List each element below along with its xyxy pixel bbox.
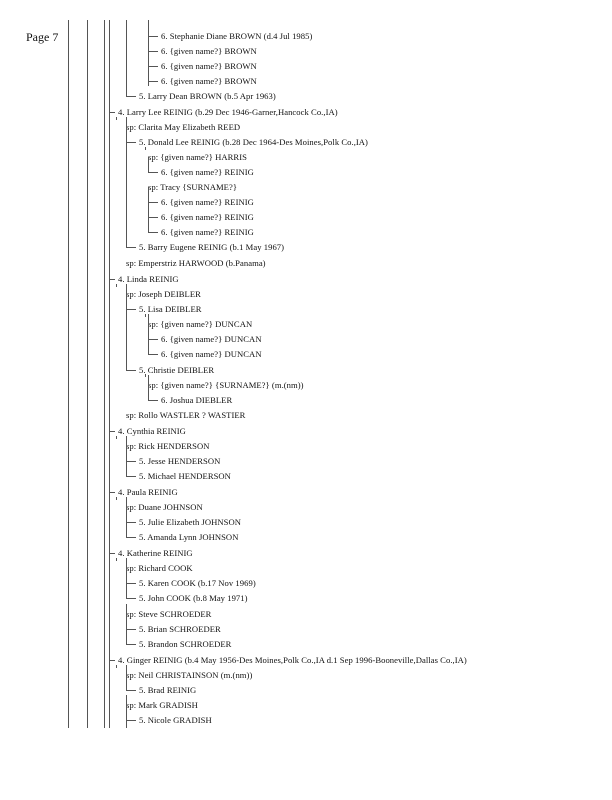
tree-entry: 4. Ginger REINIG (b.4 May 1956-Des Moines,Polk Co.,IA d.1 Sep 1996-Booneville,Dallas Co.,IA) (118, 655, 467, 665)
tree-connector (126, 690, 136, 691)
tree-entry: 5. Amanda Lynn JOHNSON (139, 532, 239, 542)
tree-connector (126, 142, 136, 143)
tree-entry: 5. Karen COOK (b.17 Nov 1969) (139, 578, 256, 588)
tree-connector (126, 370, 136, 371)
tree-entry: 5. Brian SCHROEDER (139, 624, 221, 634)
tree-entry: sp: Rick HENDERSON (126, 441, 210, 451)
tree-connector (126, 309, 136, 310)
tree-branch-line (126, 436, 127, 476)
tree-connector (126, 629, 136, 630)
tree-entry: 6. {given name?} BROWN (161, 46, 257, 56)
tree-entry: sp: Richard COOK (126, 563, 193, 573)
tree-connector (148, 217, 158, 218)
tree-entry: 5. Donald Lee REINIG (b.28 Dec 1964-Des Moines,Polk Co.,IA) (139, 137, 368, 147)
tree-connector (148, 172, 158, 173)
tree-entry: 6. {given name?} REINIG (161, 212, 254, 222)
tree-connector (126, 583, 136, 584)
tree-entry: 5. Larry Dean BROWN (b.5 Apr 1963) (139, 91, 276, 101)
tree-entry: 4. Katherine REINIG (118, 548, 193, 558)
tree-entry: sp: Joseph DEIBLER (126, 289, 201, 299)
tree-entry: sp: Neil CHRISTAINSON (m.(nm)) (126, 670, 253, 680)
tree-branch-line (126, 20, 127, 96)
tree-tick (116, 497, 117, 500)
tree-branch-line (126, 558, 127, 598)
tree-connector (148, 354, 158, 355)
tree-entry: 6. {given name?} BROWN (161, 76, 257, 86)
tree-connector (148, 66, 158, 67)
tree-tick (116, 558, 117, 561)
tree-entry: sp: Duane JOHNSON (126, 502, 203, 512)
tree-branch-line (148, 375, 149, 400)
tree-connector (126, 720, 136, 721)
tree-tick (145, 374, 146, 377)
tree-entry: 4. Cynthia REINIG (118, 426, 186, 436)
tree-entry: 5. Brad REINIG (139, 685, 197, 695)
tree-branch-line (148, 187, 149, 232)
tree-branch-line (126, 284, 127, 370)
tree-branch-line (126, 604, 127, 644)
tree-entry: sp: Mark GRADISH (126, 700, 198, 710)
tree-connector (148, 400, 158, 401)
tree-connector (126, 461, 136, 462)
tree-entry: 4. Paula REINIG (118, 487, 178, 497)
tree-entry: 4. Larry Lee REINIG (b.29 Dec 1946-Garner,Hancock Co.,IA) (118, 107, 338, 117)
tree-entry: sp: Clarita May Elizabeth REED (126, 122, 241, 132)
tree-entry: 6. Stephanie Diane BROWN (d.4 Jul 1985) (161, 31, 313, 41)
tree-connector (126, 522, 136, 523)
tree-connector (148, 36, 158, 37)
tree-entry: 6. Joshua DIEBLER (161, 395, 233, 405)
tree-entry: 5. Barry Eugene REINIG (b.1 May 1967) (139, 242, 285, 252)
tree-entry: 6. {given name?} REINIG (161, 227, 254, 237)
tree-connector (148, 339, 158, 340)
tree-entry: 5. Michael HENDERSON (139, 471, 231, 481)
tree-entry: sp: {given name?} {SURNAME?} (m.(nm)) (148, 380, 304, 390)
tree-branch-line (126, 117, 127, 247)
tree-entry: sp: {given name?} HARRIS (148, 152, 247, 162)
tree-guide-line (109, 20, 110, 102)
tree-connector (148, 51, 158, 52)
tree-branch-line (126, 695, 127, 728)
tree-branch-line (148, 20, 149, 86)
tree-connector (126, 476, 136, 477)
tree-connector (126, 644, 136, 645)
tree-connector (148, 232, 158, 233)
tree-branch-line (126, 665, 127, 690)
tree-connector (126, 598, 136, 599)
tree-entry: 5. Brandon SCHROEDER (139, 639, 232, 649)
tree-entry: 5. Nicole GRADISH (139, 715, 212, 725)
tree-entry: sp: {given name?} DUNCAN (148, 319, 253, 329)
tree-branch-line (148, 314, 149, 354)
tree-entry: 5. Jesse HENDERSON (139, 456, 221, 466)
tree-tick (145, 314, 146, 317)
tree-entry: 5. Christie DEIBLER (139, 365, 215, 375)
page-number-label: Page 7 (26, 30, 59, 44)
tree-tick (116, 284, 117, 287)
tree-entry: 6. {given name?} BROWN (161, 61, 257, 71)
tree-tick (116, 665, 117, 668)
tree-entry: sp: Steve SCHROEDER (126, 609, 212, 619)
tree-entry: sp: Tracy {SURNAME?} (148, 182, 237, 192)
tree-entry: 6. {given name?} DUNCAN (161, 349, 262, 359)
tree-guide-line (68, 20, 69, 728)
tree-tick (145, 147, 146, 150)
tree-entry: 5. Lisa DEIBLER (139, 304, 202, 314)
tree-tick (116, 117, 117, 120)
tree-entry: sp: Rollo WASTLER ? WASTIER (126, 410, 246, 420)
tree-guide-line (87, 20, 88, 728)
tree-guide-line (104, 20, 105, 728)
tree-branch-line (126, 497, 127, 537)
tree-entry: 4. Linda REINIG (118, 274, 179, 284)
tree-entry: 6. {given name?} REINIG (161, 197, 254, 207)
tree-connector (148, 202, 158, 203)
tree-branch-line (148, 157, 149, 172)
tree-connector (126, 537, 136, 538)
tree-entry: 5. Julie Elizabeth JOHNSON (139, 517, 242, 527)
tree-tick (116, 436, 117, 439)
tree-connector (148, 81, 158, 82)
tree-branch-line (109, 102, 110, 728)
tree-connector (126, 96, 136, 97)
tree-entry: 6. {given name?} DUNCAN (161, 334, 262, 344)
tree-connector (126, 247, 136, 248)
tree-entry: 5. John COOK (b.8 May 1971) (139, 593, 248, 603)
tree-entry: sp: Emperstriz HARWOOD (b.Panama) (126, 258, 266, 268)
tree-entry: 6. {given name?} REINIG (161, 167, 254, 177)
